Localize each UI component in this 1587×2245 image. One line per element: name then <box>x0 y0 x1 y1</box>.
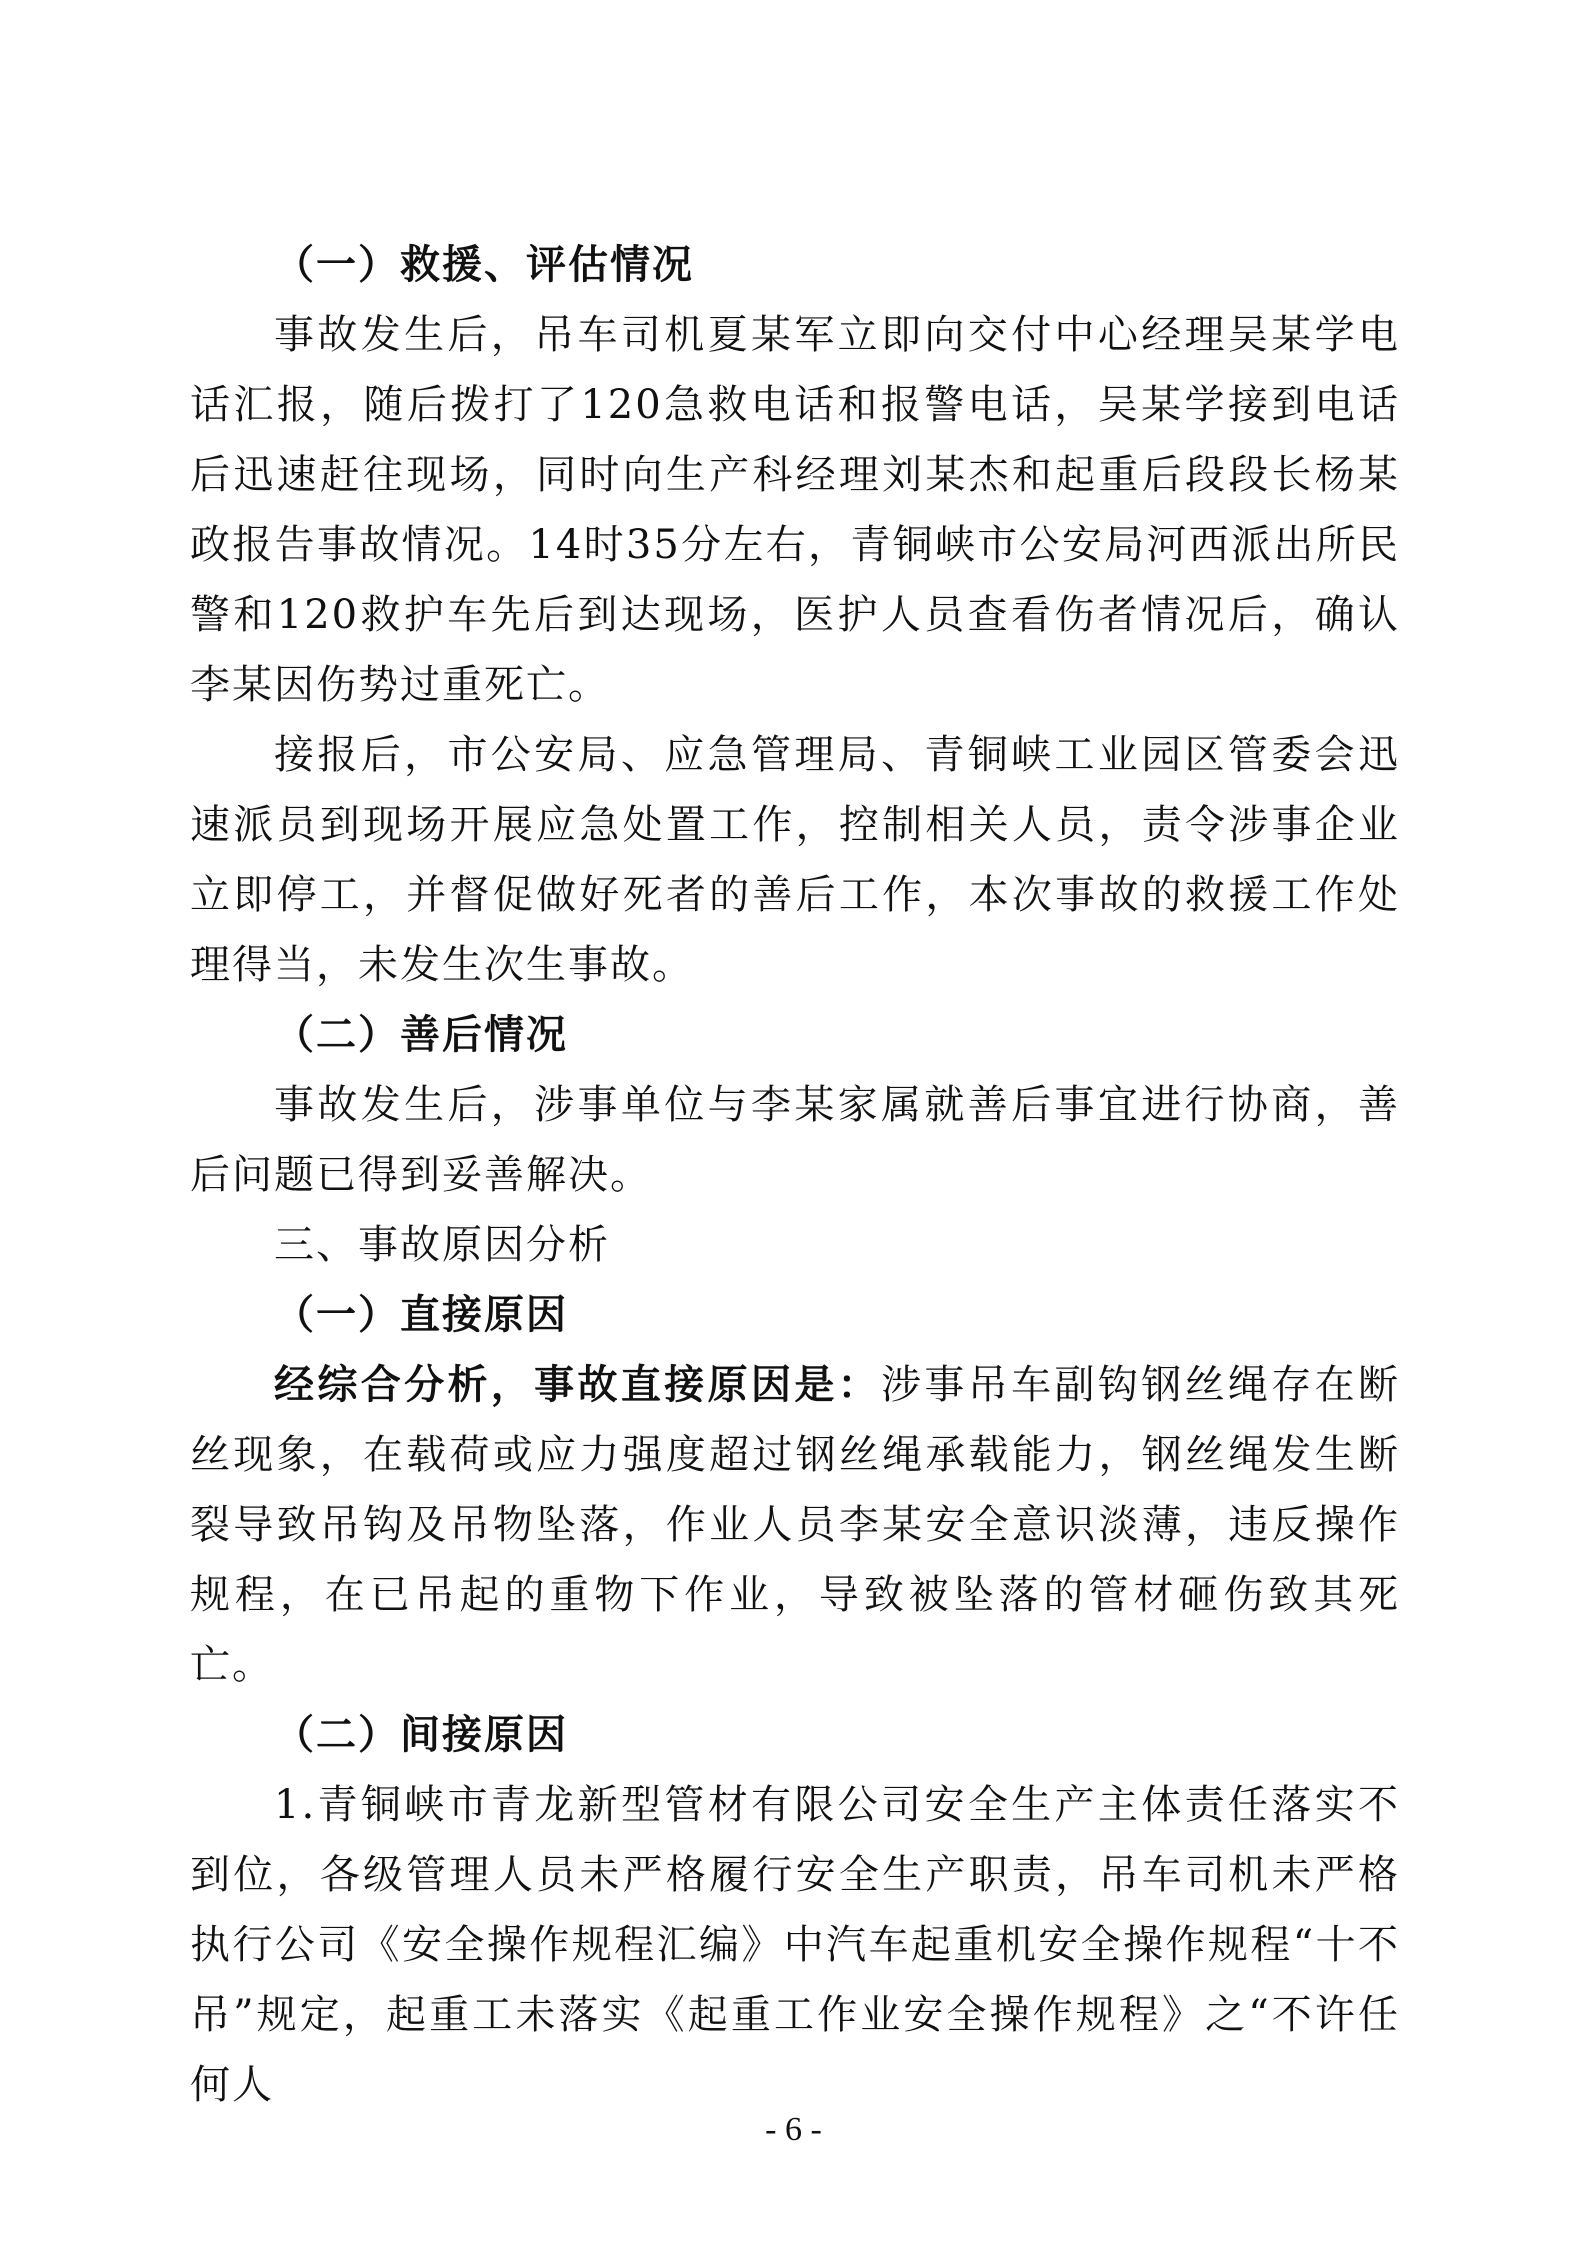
direct-cause-body: 涉事吊车副钩钢丝绳存在断丝现象，在载荷或应力强度超过钢丝绳承载能力，钢丝绳发生断裂导致吊钩及吊物坠落，作业人员李某安全意识淡薄，违反操作规程，在已吊起的重物下作业，导致被坠落的管材砸伤致其死亡。 <box>190 1362 1401 1688</box>
direct-cause-lead: 经综合分析，事故直接原因是： <box>274 1361 882 1408</box>
paragraph-direct-cause <box>190 1350 1400 1700</box>
heading-aftermath: （二）善后情况 <box>274 1011 568 1058</box>
paragraph-rescue-2: 接报后，市公安局、应急管理局、青铜峡工业园区管委会迅速派员到现场开展应急处置工作，控制相关人员，责令涉事企业立即停工，并督促做好死者的善后工作，本次事故的救援工作处理得当，未发生次生事故。 <box>190 732 1400 988</box>
heading-cause-analysis: 三、事故原因分析 <box>274 1222 610 1268</box>
paragraph-indirect-cause-1: 1.青铜峡市青龙新型管材有限公司安全生产主体责任落实不到位，各级管理人员未严格履行安全生产职责，吊车司机未严格执行公司《安全操作规程汇编》中汽车起重机安全操作规程“十不吊”规定，起重工未落实《起重工作业安全操作规程》之“不许任何人 <box>190 1782 1400 2108</box>
page-number: - 6 - <box>765 2111 822 2148</box>
heading-direct-cause: （一）直接原因 <box>274 1291 568 1338</box>
heading-indirect-cause: （二）间接原因 <box>274 1711 568 1758</box>
heading-rescue-assessment: （一）救援、评估情况 <box>274 241 694 288</box>
paragraph-rescue-1: 事故发生后，吊车司机夏某军立即向交付中心经理吴某学电话汇报，随后拨打了120急救电话和报警电话，吴某学接到电话后迅速赶往现场，同时向生产科经理刘某杰和起重后段段长杨某政报告事故情况。14时35分左右，青铜峡市公安局河西派出所民警和120救护车先后到达现场，医护人员查看伤者情况后，确认李某因伤势过重死亡。 <box>190 312 1400 708</box>
paragraph-aftermath: 事故发生后，涉事单位与李某家属就善后事宜进行协商，善后问题已得到妥善解决。 <box>190 1082 1400 1198</box>
document-body <box>190 230 1400 2120</box>
